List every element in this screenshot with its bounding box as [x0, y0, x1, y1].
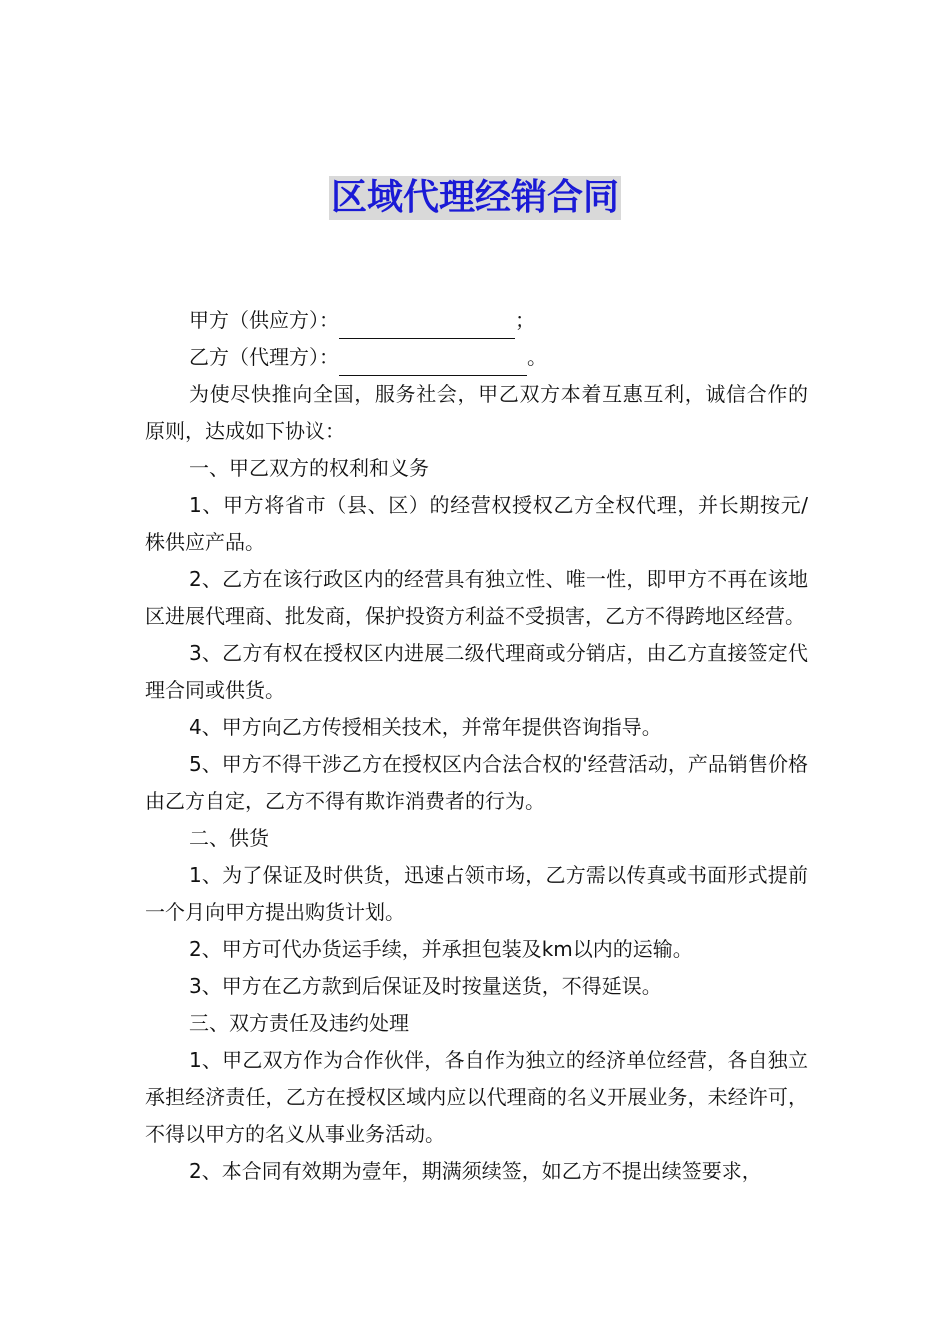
- clause-2-1: 1、为了保证及时供货，迅速占领市场，乙方需以传真或书面形式提前一个月向甲方提出购货计划。: [145, 863, 808, 924]
- clause-1-1: 1、甲方将省市（县、区）的经营权授权乙方全权代理，并长期按元/株供应产品。: [145, 493, 808, 554]
- party-b-line: [145, 339, 808, 376]
- clause-3-2: 2、本合同有效期为壹年，期满须续签，如乙方不提出续签要求，: [189, 1159, 762, 1183]
- party-b-blank: [339, 351, 527, 376]
- document-title: 区域代理经销合同: [330, 177, 619, 218]
- party-a-blank: [339, 314, 515, 339]
- section-heading-supply: 二、供货: [189, 826, 269, 850]
- preamble-paragraph: 为使尽快推向全国，服务社会，甲乙双方本着互惠互利，诚信合作的原则，达成如下协议：: [145, 382, 808, 443]
- party-a-label: 甲方（供应方）：: [189, 308, 339, 332]
- section-heading-rights: 一、甲乙双方的权利和义务: [189, 456, 429, 480]
- party-a-terminator: ；: [515, 308, 535, 332]
- party-b-label: 乙方（代理方）：: [189, 345, 339, 369]
- clause-1-4: 4、甲方向乙方传授相关技术，并常年提供咨询指导。: [189, 715, 662, 739]
- clause-3-1: 1、甲乙双方作为合作伙伴，各自作为独立的经济单位经营，各自独立承担经济责任，乙方在授权区域内应以代理商的名义开展业务，未经许可，不得以甲方的名义从事业务活动。: [145, 1048, 808, 1146]
- contract-body: [145, 302, 808, 1190]
- clause-1-3: 3、乙方有权在授权区内进展二级代理商或分销店，由乙方直接签定代理合同或供货。: [145, 641, 808, 702]
- section-heading-liability: 三、双方责任及违约处理: [189, 1011, 409, 1035]
- document-title-wrapper: [0, 176, 950, 228]
- clause-1-2: 2、乙方在该行政区内的经营具有独立性、唯一性，即甲方不再在该地区进展代理商、批发商，保护投资方利益不受损害，乙方不得跨地区经营。: [145, 567, 808, 628]
- party-a-line: [145, 302, 808, 339]
- party-b-terminator: 。: [527, 345, 547, 369]
- clause-1-5: 5、甲方不得干涉乙方在授权区内合法合权的'经营活动，产品销售价格由乙方自定，乙方不得有欺诈消费者的行为。: [145, 752, 808, 813]
- clause-2-3: 3、甲方在乙方款到后保证及时按量送货，不得延误。: [189, 974, 662, 998]
- clause-2-2: 2、甲方可代办货运手续，并承担包装及km以内的运输。: [189, 937, 693, 961]
